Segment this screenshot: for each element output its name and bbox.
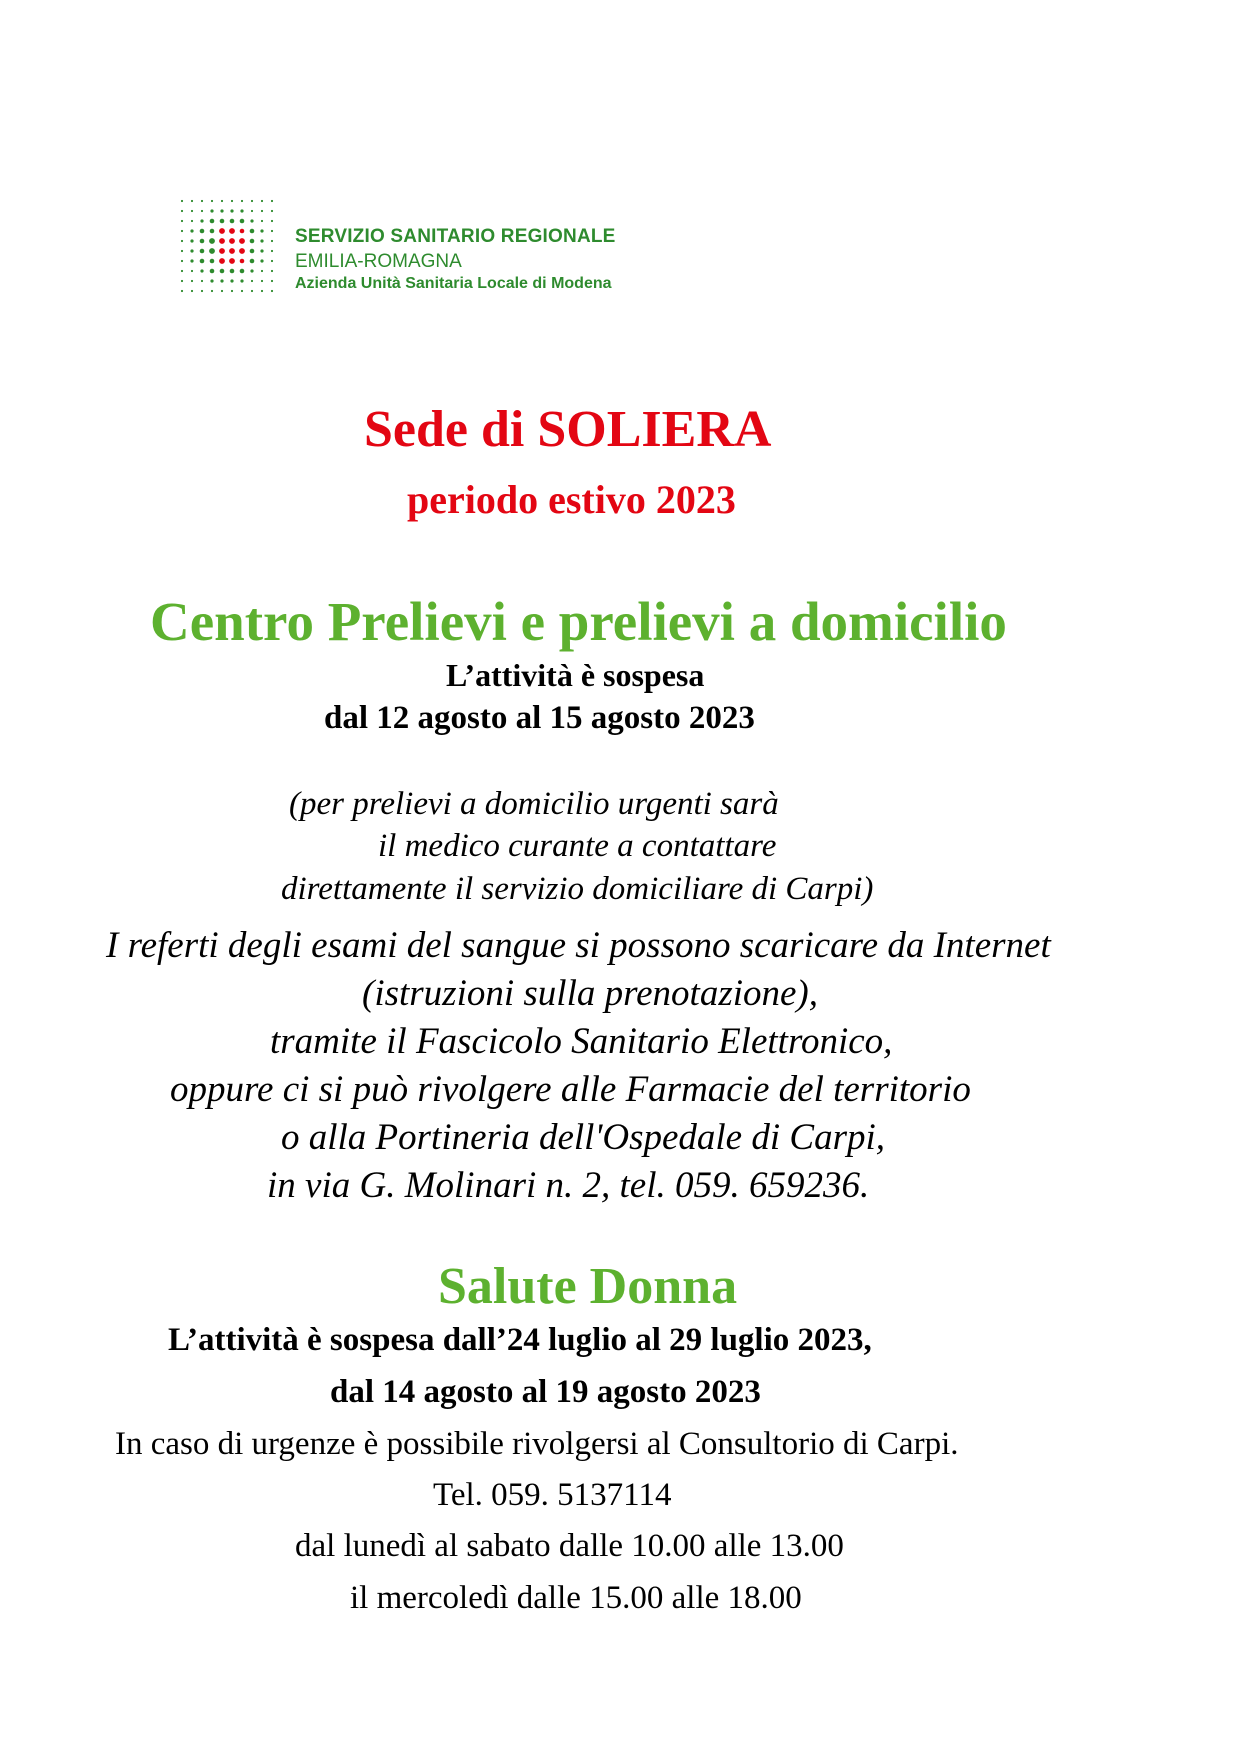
logo-dot (231, 290, 233, 292)
logo-dot (209, 238, 215, 244)
logo-dot (200, 269, 203, 272)
logo-line-region: EMILIA-ROMAGNA (295, 251, 462, 272)
logo-dot (200, 219, 203, 222)
page-subtitle: periodo estivo 2023 (407, 477, 736, 522)
salute-donna-orario-2: il mercoledì dalle 15.00 alle 18.00 (350, 1580, 802, 1616)
logo-dot (230, 279, 233, 282)
logo-dot (181, 260, 183, 262)
page-title: Sede di SOLIERA (364, 401, 772, 458)
logo-dot (190, 259, 193, 262)
referti-line-1: I referti degli esami del sangue si possono scaricare da Internet (106, 925, 1051, 966)
logo-dot (191, 280, 193, 282)
logo-dot (181, 230, 183, 232)
logo-dot (250, 229, 255, 234)
logo-dot (271, 280, 273, 282)
logo-dot (229, 238, 235, 244)
logo-dot (231, 200, 233, 202)
centro-prelievi-heading: Centro Prelievi e prelievi a domicilio (150, 591, 1007, 652)
referti-line-2: (istruzioni sulla prenotazione), (362, 973, 818, 1014)
logo-dot (210, 219, 215, 224)
logo-dot (201, 290, 203, 292)
logo-dot (250, 249, 255, 254)
logo-dot (191, 210, 193, 212)
logo-dot (230, 219, 235, 224)
note-line-1: (per prelievi a domicilio urgenti sarà (289, 786, 779, 822)
logo-dot-grid-icon (177, 196, 277, 296)
logo-dot (261, 200, 263, 202)
logo-dot (251, 200, 253, 202)
referti-line-3: tramite il Fascicolo Sanitario Elettronico, (270, 1021, 893, 1062)
salute-donna-tel: Tel. 059. 5137114 (433, 1477, 672, 1513)
referti-line-4: oppure ci si può rivolgere alle Farmacie del territorio (170, 1069, 971, 1110)
logo-dot (181, 290, 183, 292)
logo-dot (250, 239, 255, 244)
logo-dot (181, 200, 183, 202)
logo-dot (271, 240, 273, 242)
logo-dot (219, 238, 225, 244)
logo-dot (251, 210, 253, 212)
logo-dot (271, 260, 273, 262)
logo-dot (260, 249, 263, 252)
logo-dot (241, 200, 243, 202)
logo-dot (200, 229, 205, 234)
logo-dot (201, 280, 203, 282)
logo-dot (190, 249, 193, 252)
logo-dot (181, 220, 183, 222)
logo-dot (271, 230, 273, 232)
logo-dot (261, 280, 263, 282)
logo-dot (220, 269, 225, 274)
logo-dot (200, 239, 205, 244)
logo-dot (210, 279, 213, 282)
logo-dot (251, 290, 253, 292)
salute-donna-heading: Salute Donna (438, 1258, 738, 1315)
logo-dot (181, 280, 183, 282)
logo-dot (220, 279, 223, 282)
logo-dot (221, 200, 223, 202)
logo-dot (190, 229, 193, 232)
logo-dot (271, 290, 273, 292)
note-line-2: il medico curante a contattare (378, 828, 777, 864)
logo-dot (261, 220, 263, 222)
logo-dot (250, 259, 255, 264)
logo-text (295, 227, 616, 292)
logo-dot (250, 269, 253, 272)
logo-dot (220, 219, 225, 224)
logo-dot (271, 210, 273, 212)
salute-donna-orario-1: dal lunedì al sabato dalle 10.00 alle 13.00 (295, 1528, 844, 1564)
logo-dot (191, 220, 193, 222)
logo-dot (260, 259, 263, 262)
referti-line-6: in via G. Molinari n. 2, tel. 059. 659236. (267, 1165, 870, 1206)
ausl-logo (160, 193, 680, 303)
centro-prelievi-dates: dal 12 agosto al 15 agosto 2023 (324, 700, 755, 736)
logo-dot (219, 228, 225, 234)
logo-dot (271, 270, 273, 272)
logo-dot (240, 269, 245, 274)
logo-dot (219, 248, 225, 254)
logo-dot (229, 248, 235, 254)
logo-dot (201, 210, 203, 212)
logo-dot (260, 239, 263, 242)
logo-dot (210, 209, 213, 212)
logo-dot (241, 290, 243, 292)
logo-dot (240, 209, 243, 212)
logo-dot (200, 249, 205, 254)
logo-dot (261, 270, 263, 272)
salute-donna-sospesa-2: dal 14 agosto al 19 agosto 2023 (330, 1374, 761, 1410)
logo-dot (210, 229, 215, 234)
centro-prelievi-sospesa: L’attività è sospesa (446, 657, 705, 693)
logo-dot (181, 250, 183, 252)
logo-dot (211, 200, 213, 202)
logo-dot (261, 210, 263, 212)
logo-dot (181, 270, 183, 272)
logo-dot (271, 200, 273, 202)
logo-dot (260, 229, 263, 232)
note-line-3: direttamente il servizio domiciliare di Carpi) (281, 871, 874, 907)
logo-dot (229, 258, 235, 264)
logo-dot (191, 200, 193, 202)
logo-line-azienda: Azienda Unità Sanitaria Locale di Modena (295, 275, 612, 292)
logo-dot (191, 290, 193, 292)
logo-dot (229, 228, 235, 234)
referti-line-5: o alla Portineria dell'Ospedale di Carpi, (281, 1117, 885, 1158)
logo-dot (261, 290, 263, 292)
logo-dot (219, 258, 225, 264)
logo-dot (230, 209, 233, 212)
logo-dot (271, 250, 273, 252)
logo-dot (190, 239, 193, 242)
salute-donna-urgenze: In caso di urgenze è possibile rivolgersi al Consultorio di Carpi. (115, 1426, 959, 1462)
logo-dot (239, 238, 245, 244)
logo-dot (240, 219, 245, 224)
logo-dot (181, 210, 183, 212)
logo-dot (251, 280, 253, 282)
logo-dot (191, 270, 193, 272)
logo-dot (240, 279, 243, 282)
logo-dot (200, 259, 205, 264)
salute-donna-sospesa-1: L’attività è sospesa dall’24 luglio al 29 luglio 2023, (168, 1322, 872, 1358)
logo-dot (230, 269, 235, 274)
logo-dot (201, 200, 203, 202)
logo-dot (220, 209, 223, 212)
logo-dot (221, 290, 223, 292)
logo-dot (211, 290, 213, 292)
logo-line-servizio: SERVIZIO SANITARIO REGIONALE (295, 226, 616, 247)
logo-dot (240, 229, 245, 234)
logo-dot (210, 269, 215, 274)
logo-dot (210, 259, 215, 264)
logo-dot (250, 219, 253, 222)
logo-dot (271, 220, 273, 222)
logo-dot (239, 248, 245, 254)
logo-dot (209, 248, 215, 254)
logo-dot (240, 259, 245, 264)
logo-dot (181, 240, 183, 242)
